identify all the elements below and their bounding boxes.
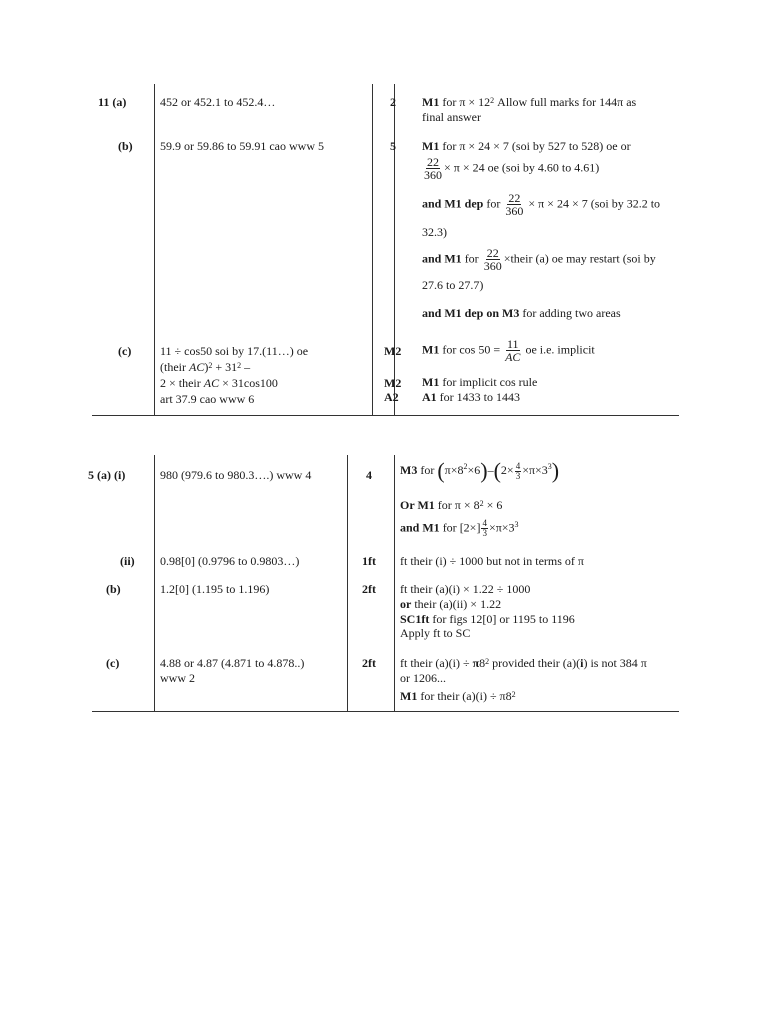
marks-cell: 2ft <box>362 582 376 596</box>
guidance-line: $\frac{22}{360}$ × π × 24 oe (soi by 4.60 to 4.61) <box>424 155 600 182</box>
part-label: (c) <box>106 656 120 670</box>
part-label: (c) <box>118 344 132 358</box>
guidance-line: and M1 for [2×] $\frac{4}{3}$ $\times\pi\times 3^3$ <box>400 518 519 538</box>
guidance-line: and M1 dep on M3 for adding two areas <box>422 306 621 320</box>
answer-cell: 59.9 or 59.86 to 59.91 cao www 5 <box>160 139 324 153</box>
fraction: $\frac{4}{3}$ <box>515 460 521 481</box>
guidance-line: Apply ft to SC <box>400 626 471 640</box>
fraction: $\frac{22}{360}$ <box>424 155 442 182</box>
guidance-line: ft their (i) ÷ 1000 but not in terms of π <box>400 554 584 568</box>
question-label: 11 (a) <box>98 95 127 109</box>
answer-cell: (their $AC)^2 + 31^2$ – <box>160 360 251 374</box>
fraction: $\frac{11}{AC}$ <box>505 337 521 364</box>
part-label: (ii) <box>120 554 135 568</box>
marks-cell: 5 <box>390 139 396 153</box>
guidance-line: and M1 dep for $\frac{22}{360}$ × π × 24 × 7 (soi by 32.2 to <box>422 192 661 217</box>
guidance-line: Or M1 for $\pi \times 8^2 \times 6$ <box>400 498 503 512</box>
guidance-line: M1 for their $(a)(i) \div \pi 8^2$ <box>400 689 516 703</box>
answer-cell: 2 × their AC × 31cos100 <box>160 376 278 390</box>
guidance-line: or 1206... <box>400 671 446 685</box>
guidance-line: A1 for 1433 to 1443 <box>422 390 520 404</box>
answer-cell: art 37.9 cao www 6 <box>160 392 255 406</box>
answer-cell: 0.98[0] (0.9796 to 0.9803…) <box>160 554 300 568</box>
column-divider <box>154 455 155 711</box>
marks-cell: 1ft <box>362 554 376 568</box>
guidance-line: and M1 for $\frac{22}{360}$ ×their (a) oe may restart (soi by <box>422 247 656 272</box>
answer-cell: 452 or 452.1 to 452.4… <box>160 95 276 109</box>
guidance-line: M1 for implicit cos rule <box>422 375 538 389</box>
marks-cell: M2 <box>384 376 402 390</box>
fraction: $\frac{22}{360}$ <box>483 247 502 272</box>
mark-scheme-table-q5 <box>88 455 679 712</box>
guidance-line: SC1ft for figs 12[0] or 1195 to 1196 <box>400 612 575 626</box>
guidance-line: 27.6 to 27.7) <box>422 278 484 292</box>
guidance-line: M1 for π × 24 × 7 (soi by 527 to 528) oe or <box>422 139 631 153</box>
column-divider <box>347 455 348 711</box>
guidance-line: or their (a)(ii) × 1.22 <box>400 597 502 611</box>
answer-cell: 11 ÷ cos50 soi by 17.(11…) oe <box>160 344 309 358</box>
fraction: $\frac{22}{360}$ <box>505 192 524 217</box>
column-divider <box>154 84 155 415</box>
guidance-line: M3 for $(\pi\times 8^2\times 6)-(2\times$ $\frac{4}{3}$ $\times\pi\times 3^3$) <box>400 458 560 483</box>
column-divider <box>372 84 373 415</box>
guidance-line: M1 for $\pi \times 12^2$ Allow full marks for 144π as <box>422 95 637 109</box>
column-divider <box>394 84 395 415</box>
mark-scheme-table-q11 <box>92 84 679 416</box>
answer-cell: www 2 <box>160 671 195 685</box>
question-label: 5 (a) (i) <box>88 468 126 482</box>
marks-cell: 4 <box>366 468 372 482</box>
marks-cell: 2ft <box>362 656 376 670</box>
part-label: (b) <box>106 582 121 596</box>
answer-cell: 980 (979.6 to 980.3….) www 4 <box>160 468 312 482</box>
guidance-line: final answer <box>422 110 481 124</box>
guidance-line: M1 for cos 50 = $\frac{11}{AC}$ oe i.e. implicit <box>422 337 595 364</box>
marks-cell: A2 <box>384 390 399 404</box>
guidance-line: ft their $(a)(i) \div \pi 8^2$ provided their (a)(i) is not 384 π <box>400 656 647 670</box>
marks-cell: 2 <box>390 95 396 109</box>
answer-cell: 4.88 or 4.87 (4.871 to 4.878..) <box>160 656 305 670</box>
answer-cell: 1.2[0] (1.195 to 1.196) <box>160 582 270 596</box>
guidance-line: ft their (a)(i) × 1.22 ÷ 1000 <box>400 582 531 596</box>
guidance-line: 32.3) <box>422 225 447 239</box>
column-divider <box>394 455 395 711</box>
part-label: (b) <box>118 139 133 153</box>
fraction: $\frac{4}{3}$ <box>482 518 487 538</box>
marks-cell: M2 <box>384 344 402 358</box>
